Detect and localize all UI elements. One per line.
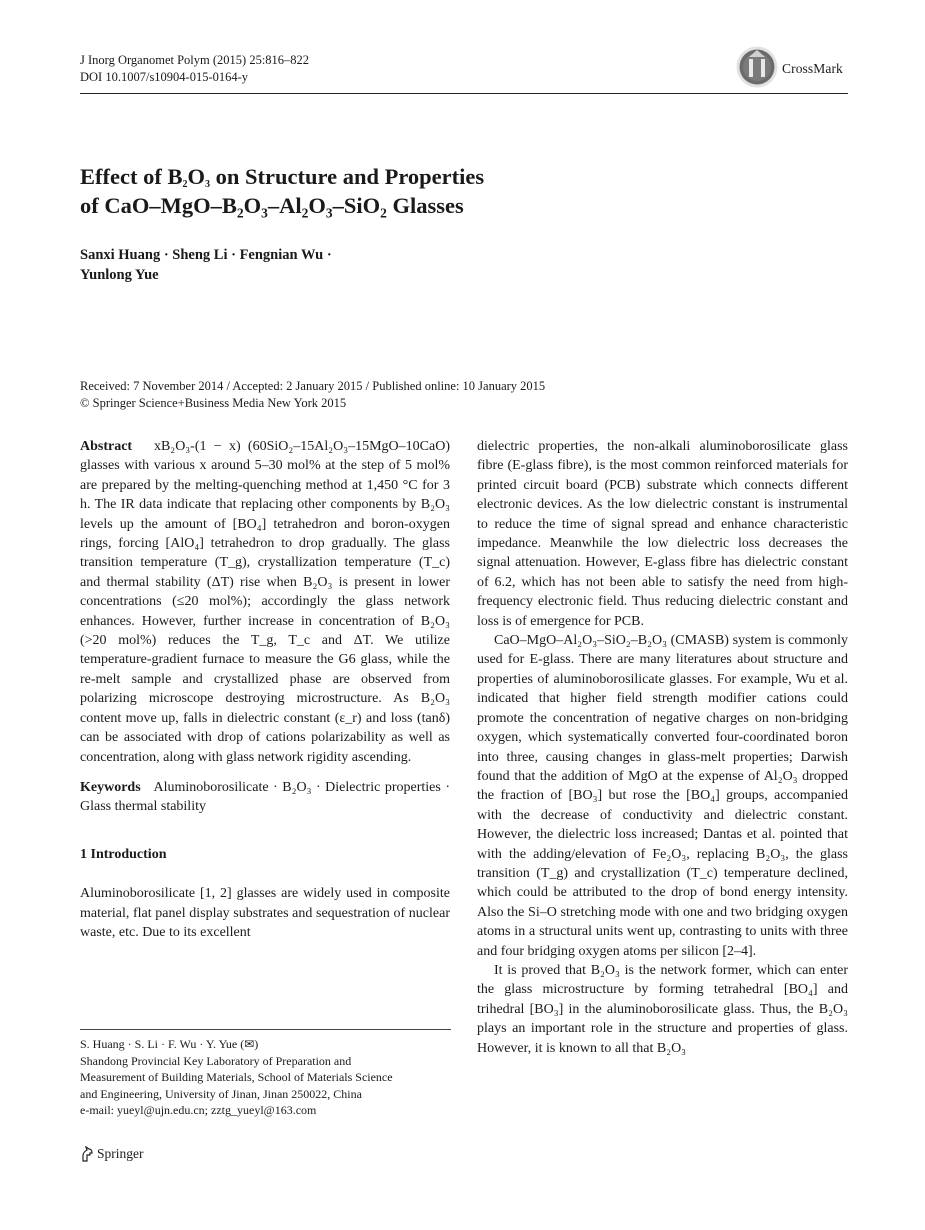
author-list (80, 245, 480, 285)
springer-horse-icon (80, 1146, 95, 1162)
footnote-affiliation-3: and Engineering, University of Jinan, Jinan 250022, China (80, 1086, 362, 1101)
footnote-rule (80, 1029, 451, 1030)
doi[interactable]: DOI 10.1007/s10904-015-0164-y (80, 70, 249, 84)
footnote-affiliation-1: Shandong Provincial Key Laboratory of Preparation and (80, 1053, 352, 1068)
intro-paragraph-1: Aluminoborosilicate [1, 2] glasses are widely used in composite material, flat panel display substrates and sequestration of nuclear waste, etc. Due to its excellent (80, 886, 450, 940)
header-rule (80, 93, 848, 94)
publication-history (80, 378, 780, 411)
footnote-authors: S. Huang · S. Li · F. Wu · Y. Yue (✉) (80, 1037, 259, 1051)
abstract-label: Abstract (80, 439, 133, 454)
author-affiliation-footnote (80, 1036, 460, 1119)
history-dates: Received: 7 November 2014 / Accepted: 2 January 2015 / Published online: 10 January 2015 (80, 379, 546, 393)
footnote-email[interactable]: e-mail: yueyl@ujn.edu.cn; zztg_yueyl@163.com (80, 1103, 317, 1117)
footnote-affiliation-2: Measurement of Building Materials, School of Materials Science (80, 1070, 393, 1084)
copyright: © Springer Science+Business Media New York 2015 (80, 395, 347, 410)
journal-citation: J Inorg Organomet Polym (2015) 25:816–822 (80, 53, 310, 67)
body-paragraph-3: It is proved that B₂O₃ is the network former, which can enter the glass microstructure by forming tetrahedral [BO₄] and trihedral [BO₃] in the aluminoborosilicate glass. Thus, the B₂O₃ plays an important role in the structure and properties of glass. However, it is known to all that B₂O₃ (477, 962, 848, 1056)
section-heading-introduction: 1 Introduction (80, 846, 167, 862)
abstract (80, 437, 450, 767)
crossmark-label[interactable]: CrossMark (782, 61, 843, 76)
title-line-1: Effect of $B_2O_3$ on Structure and Properties (80, 164, 485, 190)
crossmark-icon[interactable] (736, 46, 778, 88)
authors-line-2: Yunlong Yue (80, 267, 159, 283)
left-column (80, 437, 450, 942)
keywords (80, 778, 450, 817)
keywords-text: Aluminoborosilicate · B₂O₃ · Dielectric properties · Glass thermal stability (80, 779, 450, 815)
keywords-label: Keywords (80, 779, 141, 795)
right-column (477, 437, 848, 1058)
title-line-2: of CaO–MgO–B₂O₃–Al₂O₃–SiO₂ Glasses (80, 193, 464, 218)
body-paragraph-2: CaO–MgO–Al₂O₃–SiO₂–B₂O₃ (CMASB) system is commonly used for E-glass. There are many literatures about structure and properties of aluminoborosilicate glasses. For example, Wu et al. indicated that higher field strength modifier cations could promote the concentration of negative charges on non-bridging oxygen, which systematically converted four-coordinated boron into three, causing changes in glass-melt properties; Darwish found that the addition of MgO at the expense of Al₂O₃ dropped the fraction of [BO₃] but rose the [BO₄] groups, accompanied with the decrease of conductivity and dielectric constant. However, the dielectric loss increased; Dantas et al. pointed that with the adding/elevation of Fe₂O₃, replacing B₂O₃, the glass transition (T_g) and crystallization (T_c) temperature declined, which could be attributed to the drop of bond energy intensity. Also the Si–O stretching mode with one and two bridging oxygen atoms in a structural units went up, contrasting to units with three and four bridging oxygen atoms per silicon [2–4]. (477, 633, 848, 959)
article-title (80, 162, 640, 220)
publisher-name: Springer (97, 1146, 144, 1161)
abstract-text: xB₂O₃-(1 − x) (60SiO₂–15Al₂O₃–15MgO–10CaO) glasses with various x around 5–30 mol% at the step of 5 mol% are prepared by the melting-quenching method at 1,450 °C for 3 h. The IR data indicate that replacing other components by B₂O₃ levels up the amount of [BO₄] tetrahedron and boron-oxygen rings, forcing [AlO₄] tetrahedron to drop gradually. The glass transition temperature (T_g), crystallization temperature (T_c) and thermal stability (ΔT) rise when B₂O₃ is present in lower concentrations (≤20 mol%); accordingly the glass network enhances. However, further increase in concentration of B₂O₃ (>20 mol%) reduces the T_g, T_c and ΔT. We utilize temperature-gradient furnace to measure the G6 glass, while the re-melt sample and crystallized phase are observed from polarizing microscope destroying microstructure. As B₂O₃ content move up, falls in dielectric constant (ε_r) and loss (tanδ) can be associated with drop of cations polarizability as well as concentration, along with glass network rigidity ascending. (80, 439, 450, 765)
body-paragraph-1: dielectric properties, the non-alkali aluminoborosilicate glass fibre (E-glass fibre), is the most common reinforced materials for printed circuit board (PCB) substrate which connects different electronic devices. As the low dielectric constant is instrumental to reduce the time of signal spread and enhance characteristic impedance. Meanwhile the low dielectric loss decreases the signal attenuation. However, E-glass fibre has dielectric constant of 6.2, which has not been able to satisfy the need from high-frequency electronic field. Thus reducing dielectric constant and loss is of emergence for PCB. (477, 439, 848, 629)
authors-line-1: Sanxi Huang · Sheng Li · Fengnian Wu · (80, 247, 332, 263)
